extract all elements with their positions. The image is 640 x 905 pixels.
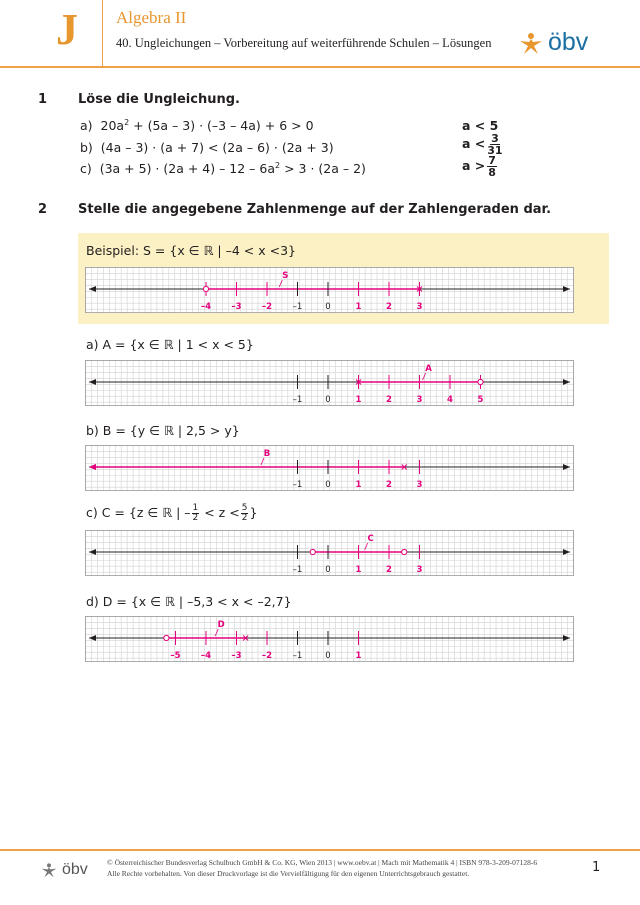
tick-label: 1 — [355, 480, 362, 490]
tick-label: –1 — [292, 395, 303, 405]
inequality-c: c) $(3a + 5) \cdot (2a + 4) - 12 - 6a^2 > 3 \cdot (2a - 2)$ — [80, 161, 366, 177]
chapter-logo: J — [56, 5, 78, 54]
number-line-d — [85, 616, 574, 662]
tick-label: 1 — [355, 565, 362, 575]
footer-logo — [40, 861, 88, 879]
number-line-b — [85, 445, 574, 491]
brand-name: öbv — [548, 28, 589, 56]
set-name-pointer — [423, 373, 426, 380]
tick-label: –4 — [200, 302, 212, 312]
number-line-example — [85, 267, 574, 313]
interval-start-marker — [310, 549, 315, 554]
set-name-label: S — [282, 271, 289, 281]
tick-label: 3 — [416, 480, 423, 490]
task-title: Löse die Ungleichung. — [78, 92, 240, 107]
number-line-a — [85, 360, 574, 406]
example-label: Beispiel: S = {x ∈ ℝ | –4 < x <3} — [86, 243, 296, 258]
publisher-logo — [518, 28, 588, 57]
tick-label: 2 — [386, 480, 392, 490]
set-d-label: d) D = {x ∈ ℝ | –5,3 < x < –2,7} — [86, 594, 292, 609]
tick-label: 2 — [386, 395, 392, 405]
task-title: Stelle die angegebene Zahlenmenge auf der Zahlengeraden dar. — [78, 202, 552, 217]
tick-label: 1 — [355, 395, 362, 405]
tick-label: –5 — [170, 651, 181, 661]
tick-label: 1 — [355, 302, 362, 312]
number-line-c — [85, 530, 574, 576]
star-icon — [518, 31, 544, 55]
tick-label: –1 — [292, 565, 303, 575]
interval-end-marker — [478, 379, 483, 384]
tick-label: –2 — [261, 302, 273, 312]
tick-label: 0 — [325, 565, 331, 575]
tick-label: 0 — [325, 651, 331, 661]
tick-label: 2 — [386, 302, 392, 312]
interval-start-marker — [203, 286, 208, 291]
tick-label: 4 — [447, 395, 453, 405]
tick-label: 0 — [325, 395, 331, 405]
answer-c: a > $\frac{7}{8}$ — [462, 154, 496, 179]
tick-label: –1 — [292, 480, 303, 490]
set-name-label: C — [367, 534, 374, 544]
set-name-label: D — [217, 620, 225, 630]
answer-b: a < $\frac{3}{31}$ — [462, 132, 503, 157]
tick-label: 3 — [416, 395, 423, 405]
interval-end-marker — [402, 549, 407, 554]
interval-start-marker — [164, 635, 169, 640]
set-c-label: c) C = {z ∈ ℝ | – $\frac{1}{2}$ < z < $\frac{5}{2}$ } — [86, 503, 258, 523]
tick-label: 2 — [386, 565, 392, 575]
page-title: Algebra II — [116, 8, 187, 27]
tick-label: 3 — [416, 565, 423, 575]
tick-label: 0 — [325, 480, 331, 490]
page-number: 1 — [592, 860, 601, 875]
tick-label: –1 — [292, 302, 303, 312]
page-subtitle: 40. Ungleichungen – Vorbereitung auf weiterführende Schulen – Lösungen — [116, 36, 492, 50]
header-rule — [0, 66, 640, 68]
tick-label: 0 — [325, 302, 331, 312]
copyright-notice: © Österreichischer Bundesverlag Schulbuch GmbH & Co. KG, Wien 2013 | www.oebv.at | Mach mit Mathematik 4 | ISBN 978-3-209-07128-6 Alle Rechte vorbehalten. Von dieser Druckvorlage ist die Vervielfältigung für den eigenen Unterrichtsgebrauch gestattet. — [107, 858, 538, 878]
header-divider — [102, 0, 103, 66]
tick-label: –3 — [231, 651, 242, 661]
task-number: 2 — [38, 202, 48, 217]
tick-label: 5 — [477, 395, 484, 405]
inequality-b: b) (4a – 3) · (a + 7) < (2a – 6) · (2a + 3) — [80, 140, 334, 155]
star-icon — [40, 862, 58, 878]
brand-name: öbv — [62, 861, 88, 878]
inequality-a: a) $20a^2 + (5a - 3) \cdot (-3 - 4a) + 6 > 0$ — [80, 118, 314, 134]
answer-a: a < 5 — [462, 118, 499, 133]
tick-label: –1 — [292, 651, 303, 661]
set-name-label: A — [425, 364, 432, 374]
task-number: 1 — [38, 92, 48, 107]
tick-label: 1 — [355, 651, 362, 661]
set-a-label: a) A = {x ∈ ℝ | 1 < x < 5} — [86, 337, 254, 352]
tick-label: –3 — [231, 302, 242, 312]
set-b-label: b) B = {y ∈ ℝ | 2,5 > y} — [86, 423, 240, 438]
set-name-label: B — [263, 449, 271, 459]
footer-rule — [0, 849, 640, 851]
set-name-pointer — [261, 458, 264, 465]
tick-label: –2 — [261, 651, 273, 661]
tick-label: 3 — [416, 302, 423, 312]
tick-label: –4 — [200, 651, 212, 661]
